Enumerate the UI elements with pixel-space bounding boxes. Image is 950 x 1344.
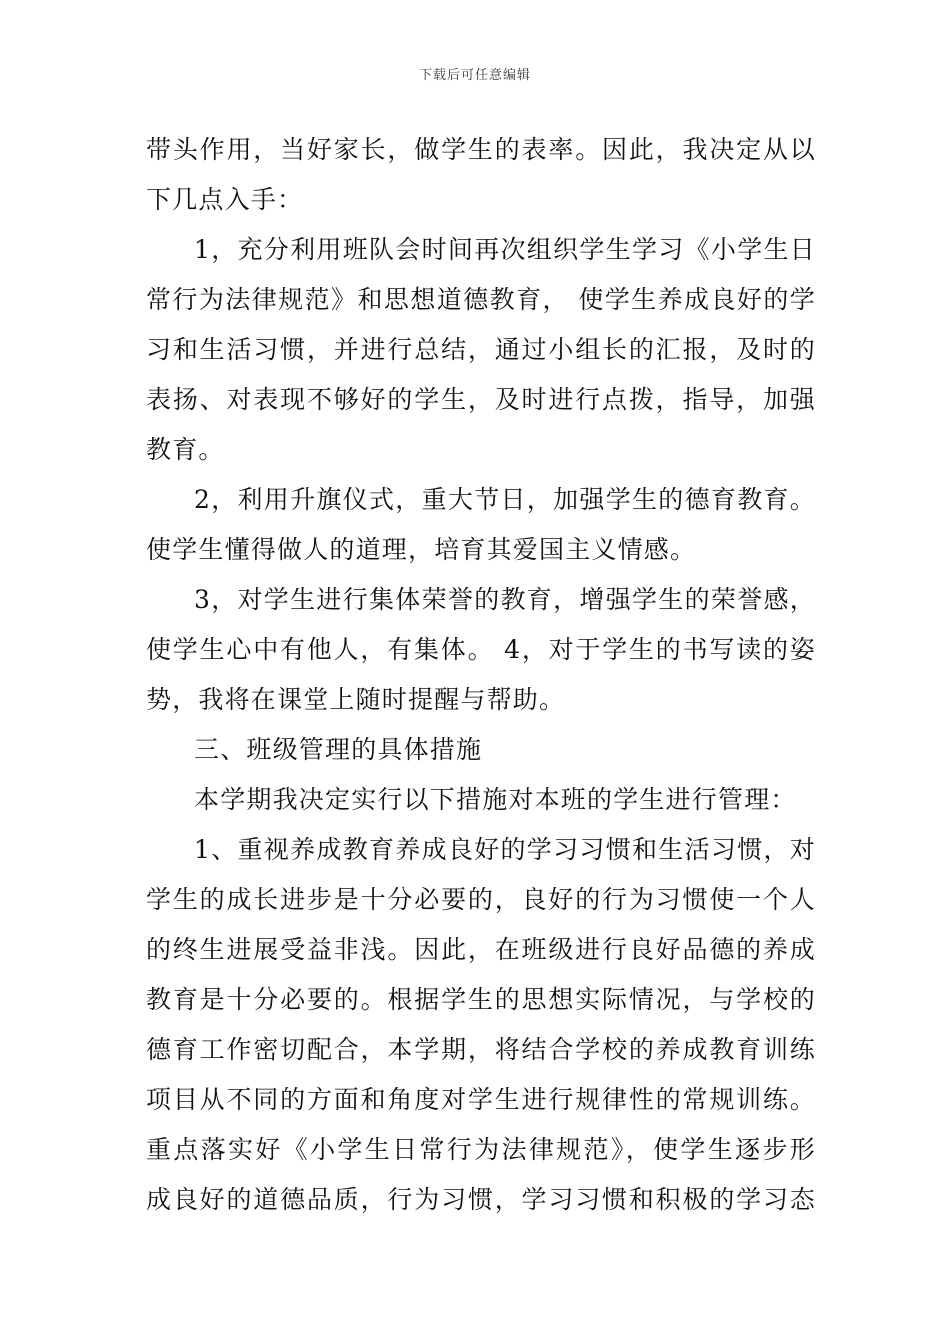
body-line: 1、重视养成教育养成良好的学习习惯和生活习惯，对 (194, 835, 816, 864)
body-line: 本学期我决定实行以下措施对本班的学生进行管理： (194, 785, 797, 814)
body-line: 势，我将在课堂上随时提醒与帮助。 (146, 685, 566, 714)
body-line: 成良好的道德品质，行为习惯，学习习惯和积极的学习态 (146, 1185, 816, 1214)
body-line: 表扬、对表现不够好的学生，及时进行点拨，指导，加强 (146, 385, 816, 414)
body-line: 重点落实好《小学生日常行为法律规范》，使学生逐步形 (146, 1135, 816, 1164)
body-line: 使学生懂得做人的道理，培育其爱国主义情感。 (146, 535, 697, 564)
header-note: 下载后可任意编辑 (418, 68, 531, 83)
body-line: 教育是十分必要的。根据学生的思想实际情况，与学校的 (146, 985, 816, 1014)
body-line: 教育。 (146, 435, 225, 464)
body-line: 1，充分利用班队会时间再次组织学生学习《小学生日 (194, 235, 816, 264)
body-line: 常行为法律规范》和思想道德教育， 使学生养成良好的学 (146, 285, 816, 314)
body-line: 学生的成长进步是十分必要的，良好的行为习惯使一个人 (146, 885, 816, 914)
body-line: 2，利用升旗仪式，重大节日，加强学生的德育教育。 (194, 485, 816, 514)
body-line: 项目从不同的方面和角度对学生进行规律性的常规训练。 (146, 1085, 816, 1114)
body-line: 3，对学生进行集体荣誉的教育，增强学生的荣誉感， (194, 585, 816, 614)
section-heading: 三、班级管理的具体措施 (194, 735, 483, 764)
body-line: 带头作用，当好家长，做学生的表率。因此，我决定从以 (146, 135, 816, 164)
body-line: 下几点入手： (146, 185, 304, 214)
body-line: 的终生进展受益非浅。因此，在班级进行良好品德的养成 (146, 935, 816, 964)
body-line: 习和生活习惯，并进行总结，通过小组长的汇报，及时的 (146, 335, 816, 364)
body-line: 使学生心中有他人，有集体。 4，对于学生的书写读的姿 (146, 635, 816, 664)
body-line: 德育工作密切配合，本学期，将结合学校的养成教育训练 (146, 1035, 816, 1064)
